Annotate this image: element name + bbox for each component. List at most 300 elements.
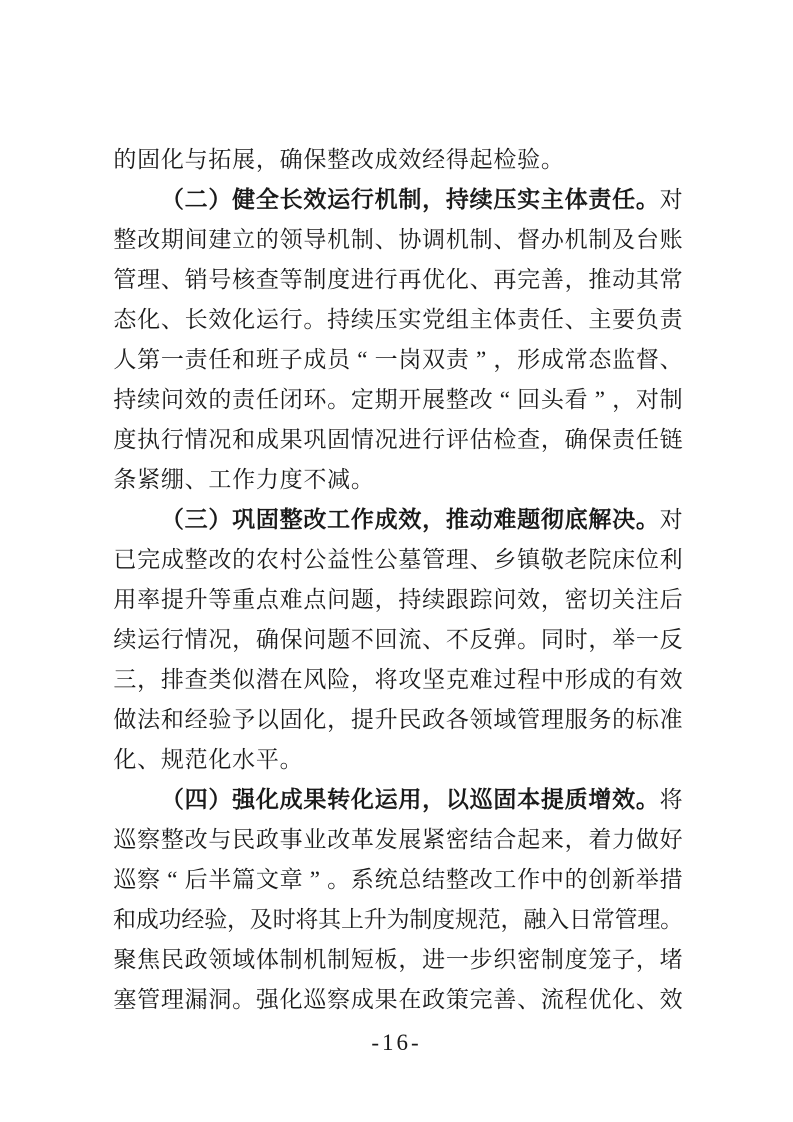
character-cell: 续	[422, 587, 446, 612]
character-cell: 反	[469, 627, 493, 652]
character-cell: 时	[564, 627, 588, 652]
character-cell: 服	[564, 707, 588, 732]
character-cell: 完	[469, 987, 493, 1012]
text-line	[113, 420, 683, 460]
character-cell: 续	[137, 387, 161, 412]
character-cell: 责	[184, 347, 208, 372]
character-cell: 解	[588, 507, 612, 532]
character-cell: 问	[303, 627, 327, 652]
character-cell: 制	[398, 187, 422, 212]
character-cell: 理	[137, 267, 161, 292]
character-cell: 措	[659, 867, 683, 892]
character-cell: 切	[588, 587, 612, 612]
character-cell: 行	[279, 307, 303, 332]
character-cell: 融	[523, 907, 547, 932]
character-cell: 后	[659, 587, 683, 612]
character-cell: 范	[477, 907, 501, 932]
character-cell: 展	[398, 827, 422, 852]
character-cell: 反	[659, 627, 683, 652]
character-cell: 民	[232, 827, 256, 852]
character-cell: 巩	[303, 427, 327, 452]
character-cell: 不	[445, 627, 469, 652]
text-line	[113, 820, 683, 860]
character-cell: 工	[493, 867, 517, 892]
character-cell: 责	[612, 427, 636, 452]
character-cell: 监	[612, 347, 636, 372]
character-cell: 、	[517, 987, 541, 1012]
character-cell: 管	[113, 267, 137, 292]
character-cell: 的	[255, 227, 279, 252]
character-cell: 展	[232, 147, 256, 172]
character-cell: ，	[422, 787, 446, 812]
character-cell: 与	[184, 147, 208, 172]
character-cell: 床	[612, 547, 636, 572]
character-cell: 程	[517, 667, 541, 692]
character-cell: 领	[279, 227, 303, 252]
character-cell: ，	[493, 347, 517, 372]
character-cell: 果	[303, 787, 327, 812]
character-cell: ，	[500, 907, 524, 932]
text-line	[113, 220, 683, 260]
character-cell: 整	[279, 507, 303, 532]
character-cell: 确	[279, 147, 303, 172]
character-cell: 运	[327, 187, 351, 212]
character-cell: ”	[476, 347, 487, 372]
character-cell: 机	[327, 227, 351, 252]
character-cell: 持	[445, 187, 469, 212]
character-cell: 行	[374, 267, 398, 292]
character-cell: 、	[422, 627, 446, 652]
character-cell: 巡	[303, 987, 327, 1012]
character-cell: 的	[612, 667, 636, 692]
character-cell: 改	[137, 227, 161, 252]
character-cell: 攻	[398, 667, 422, 692]
character-cell: 评	[445, 427, 469, 452]
character-cell: 将	[659, 787, 683, 812]
character-cell: 成	[255, 427, 279, 452]
character-cell: 子	[279, 347, 303, 372]
character-cell: 化	[208, 747, 232, 772]
character-cell: 账	[659, 227, 683, 252]
character-cell: 的	[564, 867, 588, 892]
character-cell: 任	[635, 427, 659, 452]
character-cell: 度	[279, 467, 303, 492]
character-cell: 水	[232, 747, 256, 772]
character-cell: 乡	[493, 547, 517, 572]
character-cell	[137, 180, 161, 220]
character-cell: 域	[493, 707, 517, 732]
character-cell: 检	[493, 147, 517, 172]
character-cell: 墓	[398, 547, 422, 572]
character-cell: 。	[279, 747, 303, 772]
character-cell: 查	[517, 427, 541, 452]
character-cell: 工	[208, 467, 232, 492]
character-cell: 老	[564, 547, 588, 572]
character-cell: 员	[327, 347, 351, 372]
character-cell: 动	[612, 267, 636, 292]
character-cell: ，	[612, 387, 636, 412]
character-cell: 况	[208, 427, 232, 452]
character-cell: 举	[635, 867, 659, 892]
character-cell: 难	[493, 507, 517, 532]
character-cell: 续	[469, 187, 493, 212]
character-cell: 固	[327, 427, 351, 452]
character-cell: 举	[612, 627, 636, 652]
character-cell: 查	[255, 267, 279, 292]
character-cell: 估	[469, 427, 493, 452]
character-cell: 台	[635, 227, 659, 252]
character-cell: 问	[327, 587, 351, 612]
character-cell: 效	[208, 307, 232, 332]
character-cell: 四	[184, 787, 208, 812]
character-cell: 新	[612, 867, 636, 892]
character-cell: 条	[113, 467, 137, 492]
character-cell: 改	[303, 507, 327, 532]
character-cell: 理	[160, 987, 184, 1012]
character-cell: 聚	[113, 947, 137, 972]
page-number: -16-	[371, 1030, 422, 1055]
character-cell: 成	[303, 347, 327, 372]
character-cell: 整	[445, 387, 469, 412]
character-cell: 紧	[422, 827, 446, 852]
character-cell: 制	[303, 267, 327, 292]
character-cell: 有	[635, 667, 659, 692]
character-cell: 健	[232, 187, 256, 212]
character-cell: 时	[272, 907, 296, 932]
character-cell: ，	[540, 427, 564, 452]
character-cell: 效	[398, 147, 422, 172]
character-cell: 、	[469, 267, 493, 292]
character-cell: 各	[445, 707, 469, 732]
character-cell: 升	[184, 587, 208, 612]
character-cell: 度	[113, 427, 137, 452]
character-cell: 态	[588, 347, 612, 372]
character-cell: 绷	[160, 467, 184, 492]
character-cell: 验	[517, 147, 541, 172]
character-cell: 经	[184, 707, 208, 732]
character-cell: 成	[588, 667, 612, 692]
character-cell: 验	[204, 907, 228, 932]
character-cell: 洞	[208, 987, 232, 1012]
character-cell: 已	[113, 547, 137, 572]
character-cell: 体	[493, 307, 517, 332]
character-cell: 常	[564, 347, 588, 372]
character-cell: 子	[612, 947, 636, 972]
character-cell: 定	[350, 387, 374, 412]
character-cell: 运	[137, 627, 161, 652]
character-cell: 号	[208, 267, 232, 292]
character-cell: 要	[612, 307, 636, 332]
character-cell: 排	[160, 667, 184, 692]
character-cell: 制	[350, 227, 374, 252]
character-cell: 险	[327, 667, 351, 692]
character-cell: 来	[540, 827, 564, 852]
character-cell: 完	[137, 547, 161, 572]
character-cell: 关	[612, 587, 636, 612]
character-cell: 准	[659, 707, 683, 732]
character-cell: 问	[160, 387, 184, 412]
character-cell: 领	[208, 947, 232, 972]
character-cell: 及	[249, 907, 273, 932]
character-cell: 、	[374, 227, 398, 252]
character-cell: 题	[327, 627, 351, 652]
character-cell: 效	[184, 387, 208, 412]
character-cell: 、	[469, 547, 493, 572]
text-line	[113, 700, 683, 740]
character-cell: 力	[612, 827, 636, 852]
character-cell: 验	[208, 707, 232, 732]
character-cell: 核	[232, 267, 256, 292]
character-cell: 板	[374, 947, 398, 972]
character-cell: ）	[208, 787, 232, 812]
character-cell: ，	[255, 147, 279, 172]
character-cell: 督	[517, 227, 541, 252]
character-cell: 期	[374, 387, 398, 412]
character-cell: 实	[398, 307, 422, 332]
character-cell: 化	[445, 267, 469, 292]
character-cell: 续	[113, 627, 137, 652]
character-cell: 结	[469, 827, 493, 852]
character-cell: ，	[540, 587, 564, 612]
character-cell: 事	[279, 827, 303, 852]
character-cell: 强	[255, 987, 279, 1012]
text-line	[113, 940, 683, 980]
character-cell: 成	[160, 547, 184, 572]
character-cell: 作	[517, 867, 541, 892]
character-cell: 公	[374, 547, 398, 572]
character-cell: 管	[517, 707, 541, 732]
character-cell	[137, 780, 161, 820]
character-cell: （	[160, 187, 184, 212]
character-cell: 密	[445, 827, 469, 852]
character-cell: 法	[137, 707, 161, 732]
character-cell: 制	[327, 947, 351, 972]
character-cell: 制	[279, 947, 303, 972]
character-cell: 文	[255, 867, 279, 892]
character-cell: 成	[350, 987, 374, 1012]
character-cell: 化	[255, 787, 279, 812]
character-cell: 合	[493, 827, 517, 852]
character-cell: 三	[113, 667, 137, 692]
character-cell: 整	[445, 867, 469, 892]
character-cell: 优	[422, 267, 446, 292]
character-cell: 化	[113, 747, 137, 772]
character-cell: 难	[469, 667, 493, 692]
character-cell: 度	[432, 907, 456, 932]
character-cell: ，	[588, 627, 612, 652]
character-cell: 重	[232, 587, 256, 612]
character-cell: 察	[137, 827, 161, 852]
character-cell: 等	[208, 587, 232, 612]
character-cell: 利	[659, 547, 683, 572]
character-cell: 得	[445, 147, 469, 172]
character-cell: 情	[184, 427, 208, 452]
character-cell: 保	[279, 627, 303, 652]
character-cell: 着	[588, 827, 612, 852]
character-cell: “	[499, 387, 510, 412]
character-cell: 检	[493, 427, 517, 452]
character-cell: 持	[113, 387, 137, 412]
character-cell: 效	[659, 667, 683, 692]
character-cell: 织	[493, 947, 517, 972]
character-cell: 效	[303, 187, 327, 212]
character-cell: 短	[350, 947, 374, 972]
character-cell: 巡	[113, 867, 137, 892]
character-cell: 转	[327, 787, 351, 812]
character-cell: 。	[635, 187, 659, 212]
character-cell: 点	[303, 587, 327, 612]
character-cell: 步	[469, 947, 493, 972]
character-cell: 规	[454, 907, 478, 932]
character-cell: 行	[350, 187, 374, 212]
character-cell: 理	[445, 547, 469, 572]
character-cell: 结	[422, 867, 446, 892]
character-cell: 。	[635, 787, 659, 812]
character-cell: 班	[255, 347, 279, 372]
character-cell: 强	[232, 787, 256, 812]
character-cell: 管	[137, 987, 161, 1012]
character-cell: 提	[160, 587, 184, 612]
character-cell: 、	[564, 307, 588, 332]
character-cell: 成	[279, 787, 303, 812]
character-cell: 的	[208, 387, 232, 412]
character-cell: 巡	[469, 787, 493, 812]
character-cell: 本	[517, 787, 541, 812]
character-cell: 等	[279, 267, 303, 292]
character-cell: 、	[493, 227, 517, 252]
character-cell: 体	[255, 947, 279, 972]
text-line	[113, 580, 683, 620]
character-cell: 起	[517, 827, 541, 852]
character-cell: 过	[493, 667, 517, 692]
character-cell: 益	[327, 547, 351, 572]
character-cell: 进	[422, 947, 446, 972]
character-cell: 发	[374, 827, 398, 852]
character-cell: 固	[137, 147, 161, 172]
character-cell: 确	[564, 427, 588, 452]
character-cell: ，	[137, 667, 161, 692]
character-cell: 、	[137, 747, 161, 772]
character-cell: 常	[591, 907, 615, 932]
character-cell: 察	[327, 987, 351, 1012]
character-cell: 协	[398, 227, 422, 252]
character-cell: 推	[445, 507, 469, 532]
character-cell: 督	[635, 347, 659, 372]
character-cell: 。	[635, 507, 659, 532]
character-cell	[137, 500, 161, 540]
character-cell: 领	[469, 707, 493, 732]
character-cell: 人	[113, 347, 137, 372]
character-cell: “	[357, 347, 368, 372]
character-cell: 力	[255, 467, 279, 492]
character-cell: 化	[279, 987, 303, 1012]
character-cell: 整	[184, 547, 208, 572]
character-cell: 流	[540, 987, 564, 1012]
character-cell: ”	[309, 867, 320, 892]
character-cell: 政	[422, 707, 446, 732]
character-cell: 半	[208, 867, 232, 892]
character-cell: 进	[398, 427, 422, 452]
character-cell: 闭	[279, 387, 303, 412]
character-cell: ，	[564, 267, 588, 292]
character-cell: 责	[445, 347, 469, 372]
character-cell: 域	[232, 947, 256, 972]
character-cell: 化	[160, 147, 184, 172]
character-cell: 化	[137, 307, 161, 332]
character-cell: 效	[659, 987, 683, 1012]
character-cell: ，	[564, 827, 588, 852]
character-cell: 改	[208, 547, 232, 572]
character-cell: 敬	[540, 547, 564, 572]
character-cell: 村	[279, 547, 303, 572]
character-cell: 运	[374, 787, 398, 812]
character-cell: 长	[184, 307, 208, 332]
character-cell: 化	[303, 707, 327, 732]
character-cell: 察	[137, 867, 161, 892]
character-cell: 问	[493, 587, 517, 612]
character-cell: 和	[160, 707, 184, 732]
character-cell: 升	[363, 907, 387, 932]
character-cell: 。	[517, 627, 541, 652]
character-cell: 政	[184, 947, 208, 972]
character-cell: 做	[635, 827, 659, 852]
character-cell: 压	[493, 187, 517, 212]
character-cell: 其	[635, 267, 659, 292]
character-cell: 的	[612, 707, 636, 732]
character-cell: 以	[445, 787, 469, 812]
character-cell: 。	[327, 387, 351, 412]
character-cell: 头	[540, 387, 564, 412]
character-cell: 成	[540, 347, 564, 372]
character-cell: 制	[469, 227, 493, 252]
character-cell: 改	[327, 827, 351, 852]
character-cell: 整	[113, 227, 137, 252]
character-cell: 规	[160, 747, 184, 772]
character-cell: 克	[445, 667, 469, 692]
character-cell: 民	[160, 947, 184, 972]
character-cell: 。	[327, 867, 351, 892]
text-line	[113, 980, 683, 1020]
character-cell: 对	[635, 387, 659, 412]
character-cell: 一	[160, 347, 184, 372]
character-cell: 调	[422, 227, 446, 252]
character-cell: 保	[303, 147, 327, 172]
character-cell: 情	[184, 627, 208, 652]
character-cell: 任	[208, 347, 232, 372]
character-cell: 党	[422, 307, 446, 332]
character-cell: 完	[517, 267, 541, 292]
text-line	[113, 620, 683, 660]
character-cell: 制	[659, 387, 683, 412]
character-cell: 为	[386, 907, 410, 932]
character-cell: 好	[659, 827, 683, 852]
character-cell: 效	[398, 507, 422, 532]
character-cell: 任	[612, 187, 636, 212]
character-cell: 题	[350, 587, 374, 612]
character-cell: 流	[398, 627, 422, 652]
character-cell: 决	[612, 507, 636, 532]
character-cell: 范	[184, 747, 208, 772]
character-cell: 常	[659, 267, 683, 292]
character-cell: 责	[517, 307, 541, 332]
character-cell: ，	[422, 187, 446, 212]
character-cell: 经	[422, 147, 446, 172]
character-cell: 行	[422, 427, 446, 452]
character-cell	[113, 780, 137, 820]
character-cell: 用	[113, 587, 137, 612]
character-cell: 度	[327, 267, 351, 292]
character-cell: 责	[232, 387, 256, 412]
